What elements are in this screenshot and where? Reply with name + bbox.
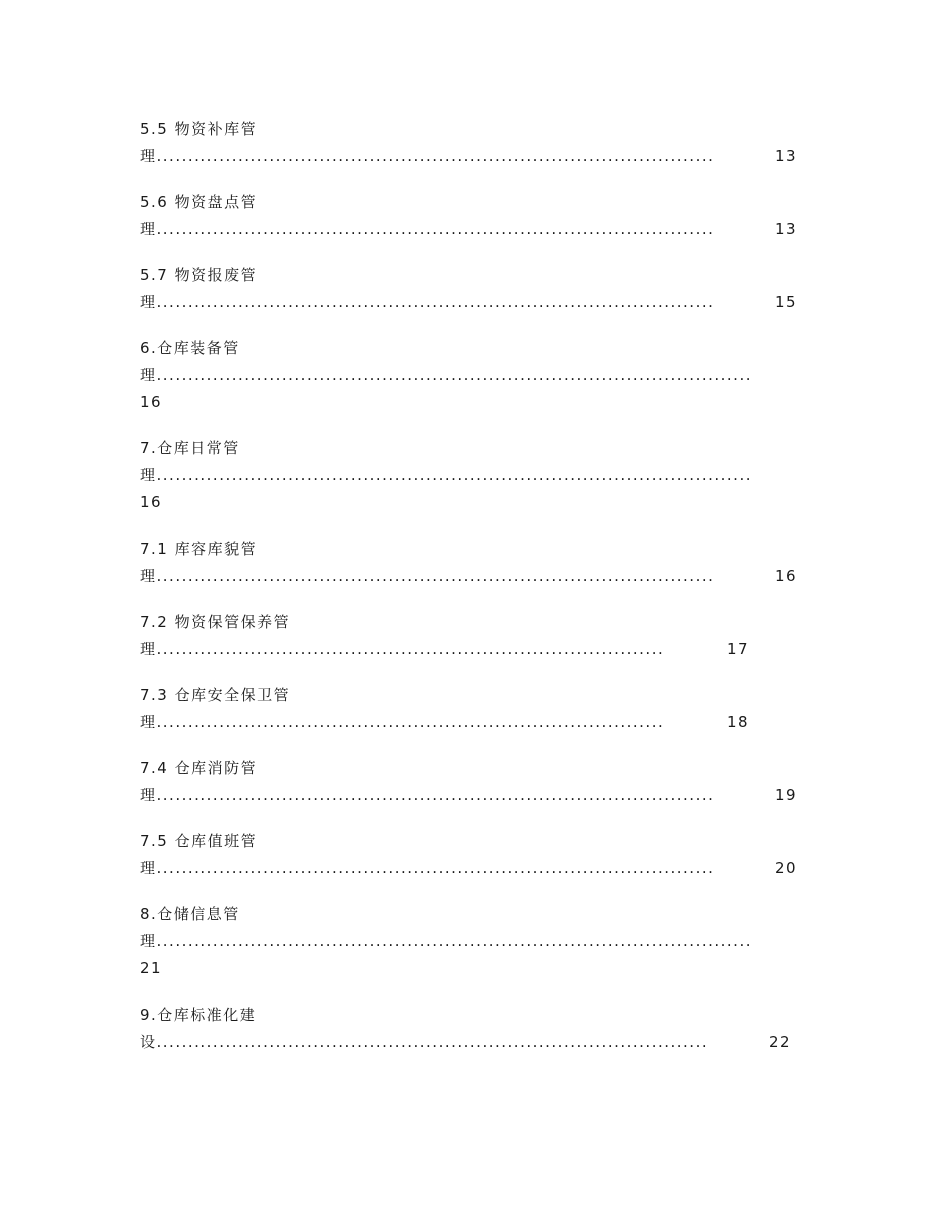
toc-entry-title: 5.7 物资报废管 — [140, 266, 258, 284]
dot-leader: ......................................................................................... — [156, 859, 715, 877]
toc-page-number: 16 — [140, 493, 163, 511]
toc-entry-continuation: 理 — [140, 932, 157, 950]
dot-leader: ......................................................................................... — [156, 220, 715, 238]
toc-entry-continuation: 理 — [140, 366, 157, 384]
toc-entry-continuation: 理 — [140, 567, 157, 585]
toc-entry-continuation: 理 — [140, 640, 157, 658]
toc-entry-continuation: 理 — [140, 220, 157, 238]
toc-entry-leader — [140, 147, 756, 165]
toc-entry-leader — [140, 859, 756, 877]
toc-entry-leader — [140, 466, 786, 484]
toc-entry-title: 5.5 物资补库管 — [140, 120, 258, 138]
toc-entry-leader — [140, 220, 756, 238]
toc-page-number: 16 — [775, 567, 798, 585]
toc-entry-leader — [140, 366, 786, 384]
dot-leader: ........................................................................................ — [156, 1033, 709, 1051]
dot-leader: ................................................................................. — [156, 640, 665, 658]
toc-entry-leader — [140, 786, 756, 804]
toc-entry-continuation: 理 — [140, 859, 157, 877]
toc-entry-continuation: 设 — [140, 1033, 157, 1051]
toc-entry-leader — [140, 567, 756, 585]
toc-entry-title: 9.仓库标准化建 — [140, 1006, 257, 1024]
toc-entry-leader — [140, 293, 756, 311]
dot-leader: ................................................................................. — [156, 713, 665, 731]
toc-entry-continuation: 理 — [140, 293, 157, 311]
toc-page-number: 21 — [140, 959, 163, 977]
toc-entry-title: 7.4 仓库消防管 — [140, 759, 258, 777]
toc-entry-continuation: 理 — [140, 786, 157, 804]
toc-entry-title: 6.仓库装备管 — [140, 339, 240, 357]
toc-entry-title: 7.5 仓库值班管 — [140, 832, 258, 850]
toc-entry-leader — [140, 1033, 752, 1051]
toc-entry-title: 5.6 物资盘点管 — [140, 193, 258, 211]
dot-leader: ......................................................................................... — [156, 293, 715, 311]
dot-leader: ......................................................................................... — [156, 147, 715, 165]
toc-entry-continuation: 理 — [140, 713, 157, 731]
toc-entry-leader — [140, 713, 710, 731]
dot-leader: ............................................................................................... — [156, 932, 752, 950]
toc-entry-continuation: 理 — [140, 147, 157, 165]
toc-entry-title: 7.3 仓库安全保卫管 — [140, 686, 291, 704]
toc-entry-title: 7.2 物资保管保养管 — [140, 613, 291, 631]
toc-page-number: 18 — [727, 713, 750, 731]
toc-page-number: 15 — [775, 293, 798, 311]
dot-leader: ............................................................................................... — [156, 366, 752, 384]
toc-page-number: 16 — [140, 393, 163, 411]
dot-leader: ......................................................................................... — [156, 786, 715, 804]
toc-page-number: 13 — [775, 220, 798, 238]
toc-entry-continuation: 理 — [140, 466, 157, 484]
toc-page-number: 19 — [775, 786, 798, 804]
toc-page-number: 20 — [775, 859, 798, 877]
dot-leader: ............................................................................................... — [156, 466, 752, 484]
toc-page-number: 17 — [727, 640, 750, 658]
toc-page-number: 13 — [775, 147, 798, 165]
toc-entry-title: 8.仓储信息管 — [140, 905, 240, 923]
toc-entry-title: 7.1 库容库貌管 — [140, 540, 258, 558]
toc-entry-title: 7.仓库日常管 — [140, 439, 240, 457]
dot-leader: ......................................................................................... — [156, 567, 715, 585]
toc-entry-leader — [140, 640, 710, 658]
toc-entry-leader — [140, 932, 786, 950]
toc-page-number: 22 — [769, 1033, 792, 1051]
